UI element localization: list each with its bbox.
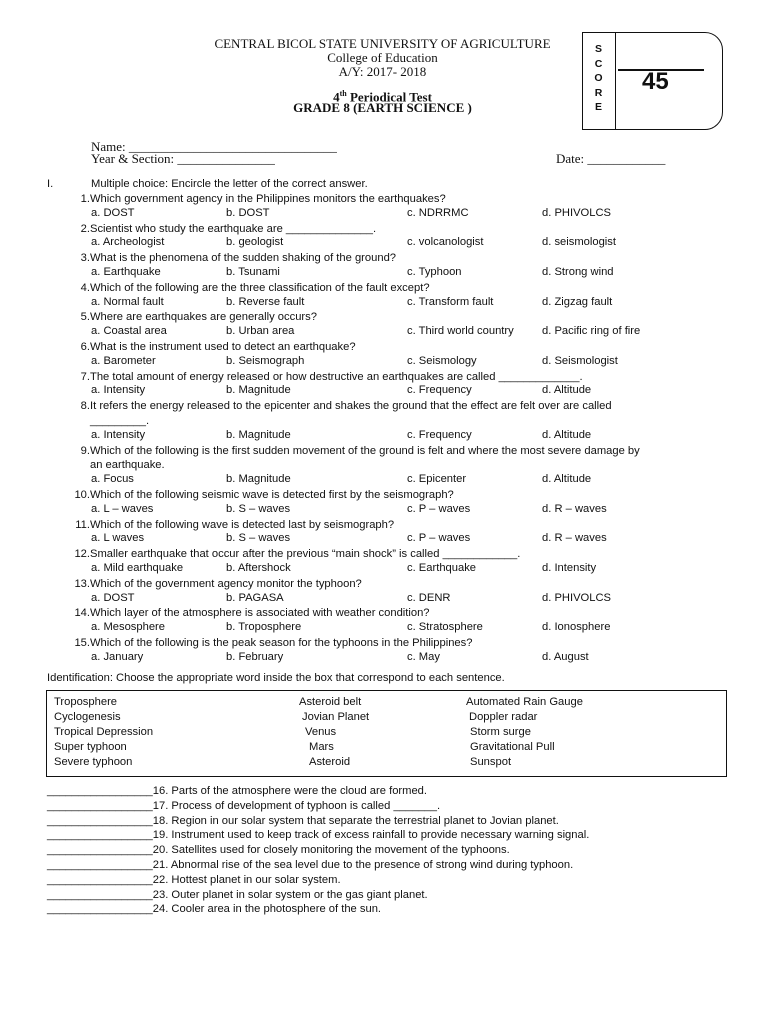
question-line: Which government agency in the Philippines monitors the earthquakes? — [90, 193, 446, 205]
answer-option[interactable]: a. Focus — [91, 473, 134, 486]
question-line: What is the instrument used to detect an earthquake? — [90, 341, 356, 353]
section-instruction: Multiple choice: Encircle the letter of the correct answer. — [91, 178, 368, 190]
answer-option[interactable]: a. Mild earthquake — [91, 562, 184, 574]
answer-option[interactable]: b. Tsunami — [226, 266, 280, 278]
answer-option[interactable]: a. Earthquake — [91, 266, 161, 278]
answer-option[interactable]: d. Altitude — [542, 428, 592, 441]
word-bank-item: Super typhoon — [54, 741, 127, 753]
answer-option[interactable]: c. DENR — [407, 591, 451, 604]
question-line: Smaller earthquake that occur after the previous “main shock” is called ____________. — [90, 548, 521, 561]
question-line: What is the phenomena of the sudden shaking of the ground? — [90, 252, 397, 265]
year-section-field[interactable]: Year & Section: _______________ — [91, 151, 275, 166]
answer-option[interactable]: b. DOST — [226, 206, 270, 219]
question-number: 10. — [74, 489, 90, 501]
question-line: Where are earthquakes are generally occurs? — [90, 311, 317, 324]
answer-option[interactable]: d. Seismologist — [542, 354, 618, 367]
answer-option[interactable]: c. Transform fault — [407, 295, 494, 308]
question-line: Which of the following is the first sudden movement of the ground is felt and where the most severe damage by — [90, 444, 640, 457]
answer-option[interactable]: b. Seismograph — [226, 354, 305, 367]
answer-option[interactable]: d. PHIVOLCS — [542, 591, 612, 604]
question-number: 9. — [80, 444, 90, 457]
answer-option[interactable]: a. Archeologist — [91, 236, 165, 249]
word-bank-item: Automated Rain Gauge — [466, 696, 583, 708]
answer-option[interactable]: c. NDRRMC — [407, 206, 469, 219]
question-number: 3. — [80, 252, 90, 265]
answer-option[interactable]: c. Third world country — [407, 325, 514, 338]
score-letter: C — [594, 57, 603, 70]
answer-option[interactable]: d. Ionosphere — [542, 621, 611, 634]
answer-option[interactable]: d. Zigzag fault — [542, 295, 613, 308]
question-number: 8. — [80, 400, 90, 413]
word-bank-item: Sunspot — [470, 756, 512, 768]
answer-option[interactable]: a. Barometer — [91, 354, 156, 367]
answer-option[interactable]: b. Troposphere — [226, 621, 302, 634]
answer-option[interactable]: a. Coastal area — [91, 325, 167, 338]
identification-item: _________________18. Region in our solar system that separate the terrestrial planet to Jovian planet. — [47, 814, 559, 827]
identification-item: _________________17. Process of development of typhoon is called _______. — [47, 799, 441, 812]
word-bank-item: Gravitational Pull — [470, 741, 555, 753]
question-line: Which of the following are the three classification of the fault except? — [90, 281, 430, 294]
word-bank-item: Storm surge — [470, 726, 531, 738]
answer-option[interactable]: b. Urban area — [226, 325, 295, 338]
grade-subject: GRADE 8 (EARTH SCIENCE ) — [293, 100, 472, 115]
question-line: Which of the following wave is detected last by seismograph? — [90, 518, 395, 531]
answer-option[interactable]: b. February — [226, 650, 284, 663]
question-number: 12. — [74, 548, 90, 561]
question-number: 15. — [74, 637, 90, 649]
word-bank-item: Severe typhoon — [54, 756, 133, 768]
identification-item: _________________22. Hottest planet in our solar system. — [47, 873, 341, 886]
word-bank-item: Mars — [309, 741, 334, 753]
question-line: Which of the following is the peak season for the typhoons in the Philippines? — [90, 637, 473, 649]
answer-option[interactable]: a. Intensity — [91, 428, 146, 441]
identification-item: _________________23. Outer planet in solar system or the gas giant planet. — [47, 888, 428, 901]
answer-option[interactable]: c. Frequency — [407, 428, 472, 441]
identification-item: _________________16. Parts of the atmosphere were the cloud are formed. — [47, 785, 428, 797]
score-value-cell — [615, 32, 723, 130]
academic-year: A/Y: 2017- 2018 — [338, 64, 427, 79]
word-bank-item: Doppler radar — [469, 711, 538, 723]
answer-option[interactable]: a. Normal fault — [91, 295, 164, 308]
score-letter: R — [594, 86, 603, 99]
answer-option[interactable]: d. R – waves — [542, 532, 607, 545]
answer-option[interactable]: d. Pacific ring of fire — [542, 325, 641, 338]
question-number: 1. — [80, 193, 90, 205]
word-bank-item: Tropical Depression — [54, 726, 154, 738]
identification-instruction: Identification: Choose the appropriate word inside the box that correspond to each sentence. — [47, 672, 505, 684]
question-line: _________. — [90, 415, 150, 427]
answer-option[interactable]: d. August — [542, 650, 589, 663]
answer-option[interactable]: b. Magnitude — [226, 473, 291, 486]
question-line: The total amount of energy released or how destructive an earthquakes are called _____________. — [90, 370, 583, 383]
test-number: 4 — [333, 89, 340, 105]
score-value: 45 — [642, 68, 669, 95]
answer-option[interactable]: b. Magnitude — [226, 384, 291, 397]
word-bank-item: Asteroid — [309, 756, 351, 768]
answer-option[interactable]: a. Mesosphere — [91, 621, 166, 634]
question-number: 2. — [80, 222, 90, 235]
question-number: 6. — [80, 341, 90, 353]
question-number: 7. — [80, 370, 90, 383]
answer-option[interactable]: a. Intensity — [91, 384, 146, 397]
test-title-text: Periodical Test — [346, 89, 432, 105]
answer-option[interactable]: d. Altitude — [542, 473, 592, 486]
answer-option[interactable]: d. Strong wind — [542, 266, 614, 278]
score-label — [582, 42, 615, 115]
question-line: Which layer of the atmosphere is associated with weather condition? — [90, 607, 430, 620]
answer-option[interactable]: b. S – waves — [226, 532, 291, 545]
question-line: Which of the following seismic wave is detected first by the seismograph? — [90, 489, 454, 501]
word-bank-item: Asteroid belt — [299, 696, 362, 708]
answer-option[interactable]: b. geologist — [226, 236, 284, 249]
answer-option[interactable]: a. L – waves — [91, 502, 154, 515]
answer-option[interactable]: c. Stratosphere — [407, 621, 483, 634]
answer-option[interactable]: a. January — [91, 650, 144, 663]
answer-option[interactable]: c. P – waves — [407, 502, 471, 515]
answer-option[interactable]: c. Frequency — [407, 384, 472, 397]
answer-option[interactable]: c. P – waves — [407, 532, 471, 545]
answer-option[interactable]: d. R – waves — [542, 502, 607, 515]
word-bank-item: Cyclogenesis — [54, 711, 121, 723]
answer-option[interactable]: d. Intensity — [542, 562, 597, 574]
answer-option[interactable]: c. Typhoon — [407, 266, 462, 278]
question-line: Scientist who study the earthquake are ______________. — [90, 222, 377, 235]
answer-option[interactable]: b. Aftershock — [226, 562, 291, 574]
answer-option[interactable]: a. DOST — [91, 591, 135, 604]
answer-option[interactable]: b. PAGASA — [226, 591, 284, 604]
score-letter: S — [594, 43, 602, 55]
question-number: 13. — [74, 577, 90, 590]
word-bank-item: Troposphere — [54, 696, 118, 708]
word-bank-item: Jovian Planet — [302, 711, 370, 723]
section-roman: I. — [47, 178, 54, 190]
answer-option[interactable]: b. Magnitude — [226, 428, 291, 441]
answer-option[interactable]: a. L waves — [91, 532, 145, 545]
score-letter: E — [594, 101, 602, 114]
answer-option[interactable]: d. seismologist — [542, 236, 616, 249]
identification-item: _________________21. Abnormal rise of the sea level due to the presence of strong wind during typhoon. — [47, 859, 574, 871]
question-number: 14. — [74, 607, 90, 620]
university-name: CENTRAL BICOL STATE UNIVERSITY OF AGRICULTURE — [214, 36, 551, 51]
question-line: It refers the energy released to the epicenter and shakes the ground that the effect are felt over are called — [90, 400, 612, 413]
college-name: College of Education — [327, 50, 438, 65]
answer-option[interactable]: c. Earthquake — [407, 562, 477, 574]
answer-option[interactable]: d. Altitude — [542, 384, 592, 397]
question-number: 5. — [80, 311, 90, 324]
name-field[interactable]: Name: ________________________________ — [91, 139, 337, 154]
answer-option[interactable]: c. Epicenter — [407, 473, 467, 486]
identification-item: _________________24. Cooler area in the photosphere of the sun. — [47, 903, 382, 916]
answer-option[interactable]: c. volcanologist — [407, 236, 484, 249]
question-number: 11. — [75, 518, 90, 531]
answer-option[interactable]: d. PHIVOLCS — [542, 206, 612, 219]
answer-option[interactable]: a. DOST — [91, 206, 135, 219]
word-bank-item: Venus — [305, 726, 337, 738]
date-field[interactable]: Date: ____________ — [556, 151, 666, 166]
answer-option[interactable]: b. Reverse fault — [226, 295, 305, 308]
test-number-suffix: th — [339, 89, 347, 98]
question-line: an earthquake. — [90, 459, 165, 472]
answer-option[interactable]: c. May — [407, 650, 440, 663]
score-letter: O — [594, 72, 603, 85]
identification-item: _________________20. Satellites used for closely monitoring the movement of the typhoons. — [47, 844, 510, 857]
question-line: Which of the government agency monitor the typhoon? — [90, 577, 362, 590]
answer-option[interactable]: c. Seismology — [407, 354, 477, 367]
answer-option[interactable]: b. S – waves — [226, 502, 291, 515]
identification-item: _________________19. Instrument used to keep track of excess rainfall to provide necessary warning signal. — [47, 829, 590, 842]
question-number: 4. — [80, 281, 90, 294]
